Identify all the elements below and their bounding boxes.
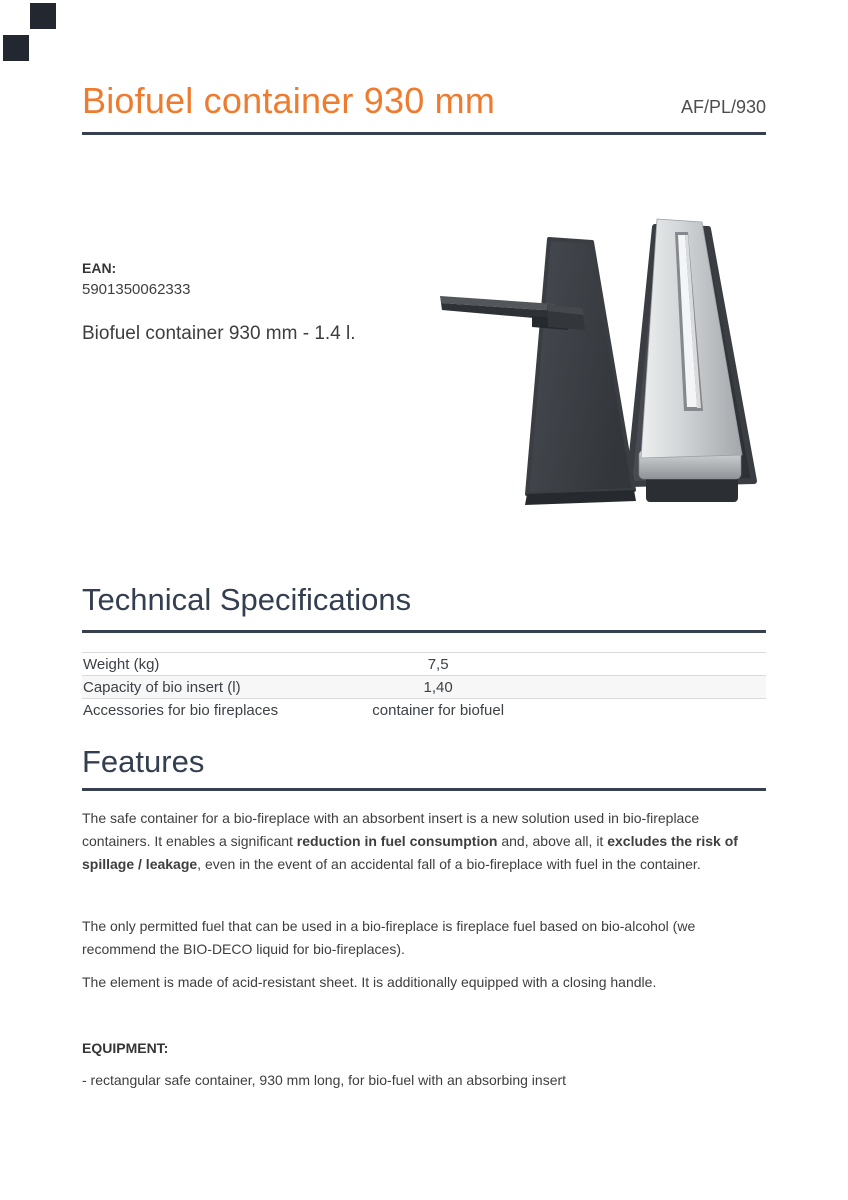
technical-specifications-divider — [82, 630, 766, 633]
container-lid — [527, 239, 634, 494]
logo-square-icon — [3, 35, 29, 61]
ean-value: 5901350062333 — [82, 281, 191, 298]
ean-label: EAN: — [82, 260, 117, 276]
equipment-label: EQUIPMENT: — [82, 1040, 169, 1056]
product-description: Biofuel container 930 mm - 1.4 l. — [82, 323, 356, 344]
spec-label: Weight (kg) — [83, 655, 160, 673]
product-code: AF/PL/930 — [680, 97, 766, 117]
features-paragraph: The only permitted fuel that can be used in a bio-fireplace is fireplace fuel based on bio-alcohol (we recommend the BIO-DECO liquid for bio-fireplaces). — [82, 918, 696, 957]
features-title: Features — [82, 744, 205, 779]
product-image — [435, 212, 760, 514]
table-row — [82, 698, 766, 721]
features-divider — [82, 788, 766, 791]
technical-specifications-title: Technical Specifications — [82, 582, 412, 617]
spec-table — [82, 652, 766, 721]
logo-square-icon — [30, 3, 56, 29]
table-row — [82, 652, 766, 675]
features-paragraph: The safe container for a bio-fireplace with an absorbent insert is a new solution used in bio-fireplace containers. It enables a significant reduction in fuel consumption and, above all, it excludes the risk of spillage / leakage, even in the event of an accidental fall of a bio-fireplace with fuel in the container. — [82, 810, 738, 872]
features-paragraph: The element is made of acid-resistant sheet. It is additionally equipped with a closing handle. — [82, 974, 657, 990]
header-divider — [82, 132, 766, 135]
equipment-item: - rectangular safe container, 930 mm long, for bio-fuel with an absorbing insert — [82, 1072, 567, 1088]
spec-label: Accessories for bio fireplaces — [83, 701, 279, 719]
spec-value: 1,40 — [423, 678, 453, 696]
spec-value: 7,5 — [427, 655, 449, 673]
spec-label: Capacity of bio insert (l) — [83, 678, 241, 696]
header — [82, 80, 766, 121]
spec-value: container for biofuel — [372, 701, 505, 719]
table-row — [82, 675, 766, 698]
page-title: Biofuel container 930 mm — [82, 80, 496, 121]
